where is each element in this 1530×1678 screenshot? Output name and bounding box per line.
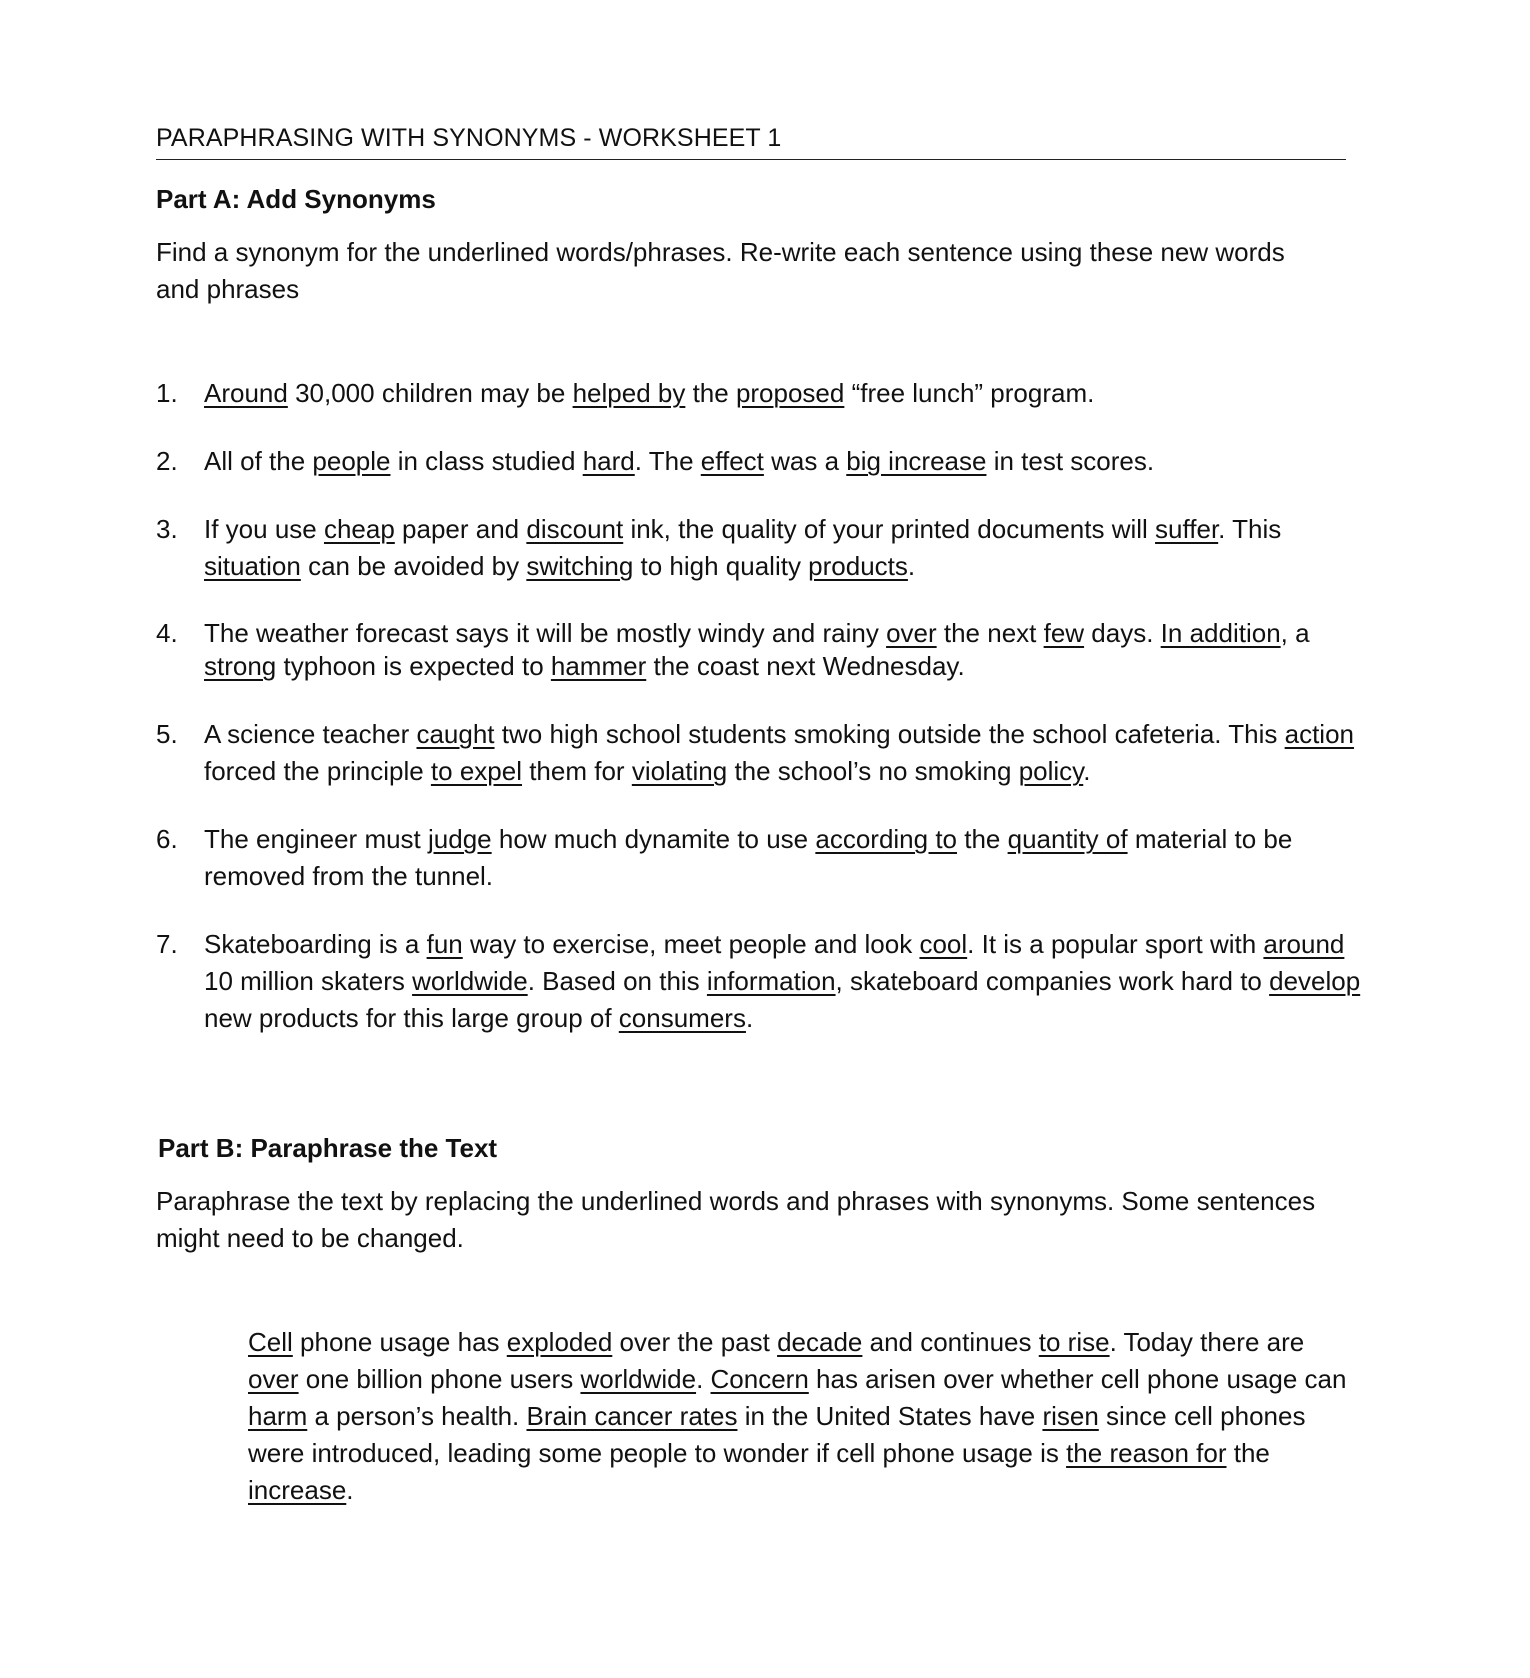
text-segment: . It is a popular sport with bbox=[967, 929, 1264, 959]
underlined-term: around bbox=[1263, 929, 1345, 959]
text-segment: A science teacher bbox=[204, 719, 417, 749]
text-segment: in test scores. bbox=[986, 446, 1155, 476]
text-segment: typhoon is expected to bbox=[276, 651, 551, 681]
text-segment: a person’s health. bbox=[307, 1401, 527, 1431]
text-segment: “free lunch” program. bbox=[844, 378, 1095, 408]
text-segment: . bbox=[1083, 756, 1091, 786]
underlined-term: effect bbox=[700, 446, 764, 476]
underlined-term: suffer bbox=[1155, 514, 1219, 544]
underlined-term: hammer bbox=[550, 651, 647, 681]
underlined-term: people bbox=[312, 446, 391, 476]
text-segment: the school’s no smoking bbox=[727, 756, 1019, 786]
text-segment: . bbox=[696, 1364, 711, 1394]
underlined-term: hard bbox=[582, 446, 635, 476]
text-segment: in the United States have bbox=[737, 1401, 1043, 1431]
part-b-instructions: Paraphrase the text by replacing the underlined words and phrases with synonyms. Some sentences might need to be changed. bbox=[156, 1186, 1316, 1253]
text-segment: over the past bbox=[612, 1327, 778, 1357]
text-segment: If you use bbox=[204, 514, 324, 544]
underlined-term: to rise bbox=[1038, 1327, 1110, 1357]
underlined-term: policy bbox=[1018, 756, 1084, 786]
item-text bbox=[204, 716, 1364, 790]
text-segment: the coast next Wednesday. bbox=[646, 651, 965, 681]
underlined-term: exploded bbox=[506, 1327, 613, 1357]
text-segment: . Based on this bbox=[527, 966, 707, 996]
underlined-term: harm bbox=[248, 1401, 308, 1431]
text-segment: forced the principle bbox=[204, 756, 431, 786]
text-segment: 10 million skaters bbox=[204, 966, 413, 996]
text-segment: the bbox=[1226, 1438, 1270, 1468]
text-segment: . Today there are bbox=[1109, 1327, 1305, 1357]
text-segment: new products for this large group of bbox=[204, 1003, 619, 1033]
text-segment: , skateboard companies work hard to bbox=[835, 966, 1270, 996]
text-segment: has arisen over whether cell phone usage can bbox=[808, 1364, 1347, 1394]
text-segment: how much dynamite to use bbox=[491, 824, 816, 854]
underlined-term: fun bbox=[426, 929, 463, 959]
underlined-term: to expel bbox=[430, 756, 522, 786]
underlined-term: Brain cancer rates bbox=[526, 1401, 738, 1431]
text-segment: , a bbox=[1280, 618, 1310, 648]
underlined-term: according to bbox=[815, 824, 958, 854]
item-text bbox=[204, 617, 1364, 683]
text-segment: . The bbox=[634, 446, 701, 476]
text-segment: one billion phone users bbox=[298, 1364, 581, 1394]
text-segment: and continues bbox=[862, 1327, 1039, 1357]
underlined-term: switching bbox=[526, 551, 634, 581]
worksheet-title: PARAPHRASING WITH SYNONYMS - WORKSHEET 1 bbox=[156, 124, 1346, 160]
underlined-term: over bbox=[886, 618, 937, 648]
underlined-term: over bbox=[248, 1364, 299, 1394]
text-segment: can be avoided by bbox=[300, 551, 527, 581]
underlined-term: strong bbox=[204, 651, 277, 681]
underlined-term: risen bbox=[1042, 1401, 1099, 1431]
text-segment: was a bbox=[763, 446, 847, 476]
text-segment: . bbox=[907, 551, 916, 581]
underlined-term: In addition bbox=[1160, 618, 1281, 648]
underlined-term: situation bbox=[204, 551, 301, 581]
underlined-term: judge bbox=[428, 824, 492, 854]
item-number: 6. bbox=[156, 824, 178, 854]
part-a-heading: Part A: Add Synonyms bbox=[156, 184, 436, 214]
item-number: 7. bbox=[156, 929, 178, 959]
item-text bbox=[204, 926, 1364, 1037]
item-number: 5. bbox=[156, 719, 178, 749]
underlined-term: few bbox=[1043, 618, 1085, 648]
underlined-term: information bbox=[706, 966, 836, 996]
underlined-term: the reason for bbox=[1066, 1438, 1227, 1468]
underlined-term: worldwide bbox=[580, 1364, 697, 1394]
underlined-term: worldwide bbox=[412, 966, 528, 996]
underlined-term: cool bbox=[919, 929, 968, 959]
paraphrase-passage bbox=[248, 1324, 1358, 1509]
item-text bbox=[204, 375, 1364, 412]
item-number: 2. bbox=[156, 446, 178, 476]
underlined-term: action bbox=[1284, 719, 1355, 749]
underlined-term: proposed bbox=[735, 378, 845, 408]
item-text bbox=[204, 821, 1364, 895]
underlined-term: consumers bbox=[618, 1003, 746, 1033]
text-segment: . This bbox=[1218, 514, 1282, 544]
underlined-term: cheap bbox=[323, 514, 395, 544]
underlined-term: Around bbox=[204, 378, 288, 408]
underlined-term: products bbox=[808, 551, 908, 581]
text-segment: way to exercise, meet people and look bbox=[462, 929, 920, 959]
text-segment: 30,000 children may be bbox=[287, 378, 573, 408]
text-segment: . bbox=[745, 1003, 754, 1033]
text-segment: The engineer must bbox=[204, 824, 429, 854]
text-segment: The weather forecast says it will be mostly windy and rainy bbox=[204, 618, 887, 648]
text-segment: in class studied bbox=[390, 446, 583, 476]
text-segment: the next bbox=[936, 618, 1044, 648]
underlined-term: decade bbox=[777, 1327, 863, 1357]
item-number: 4. bbox=[156, 618, 178, 648]
text-segment: the bbox=[685, 378, 736, 408]
text-segment: to high quality bbox=[633, 551, 809, 581]
item-text bbox=[204, 511, 1364, 585]
text-segment: paper and bbox=[394, 514, 527, 544]
text-segment: them for bbox=[521, 756, 632, 786]
underlined-term: Concern bbox=[710, 1364, 809, 1394]
underlined-term: big increase bbox=[846, 446, 987, 476]
text-segment: two high school students smoking outside the school cafeteria. This bbox=[494, 719, 1285, 749]
underlined-term: develop bbox=[1269, 966, 1361, 996]
text-segment: All of the bbox=[204, 446, 313, 476]
part-a-instructions: Find a synonym for the underlined words/phrases. Re-write each sentence using these new words and phrases bbox=[156, 237, 1285, 304]
underlined-term: helped by bbox=[572, 378, 686, 408]
underlined-term: Cell bbox=[248, 1327, 293, 1357]
underlined-term: discount bbox=[526, 514, 624, 544]
text-segment: phone usage has bbox=[292, 1327, 507, 1357]
underlined-term: quantity of bbox=[1007, 824, 1128, 854]
part-b-heading: Part B: Paraphrase the Text bbox=[158, 1133, 498, 1163]
text-segment: the bbox=[957, 824, 1008, 854]
text-segment: since cell phones were introduced, leading some people to wonder if cell phone usage is bbox=[248, 1401, 1306, 1468]
item-number: 1. bbox=[156, 378, 178, 408]
item-number: 3. bbox=[156, 514, 178, 544]
text-segment: days. bbox=[1084, 618, 1161, 648]
underlined-term: caught bbox=[416, 719, 495, 749]
underlined-term: violating bbox=[631, 756, 728, 786]
text-segment: material to be removed from the tunnel. bbox=[204, 824, 1293, 891]
text-segment: . bbox=[346, 1475, 354, 1505]
underlined-term: increase bbox=[248, 1475, 347, 1505]
item-text bbox=[204, 443, 1364, 480]
text-segment: Skateboarding is a bbox=[204, 929, 427, 959]
text-segment: ink, the quality of your printed documents will bbox=[623, 514, 1156, 544]
